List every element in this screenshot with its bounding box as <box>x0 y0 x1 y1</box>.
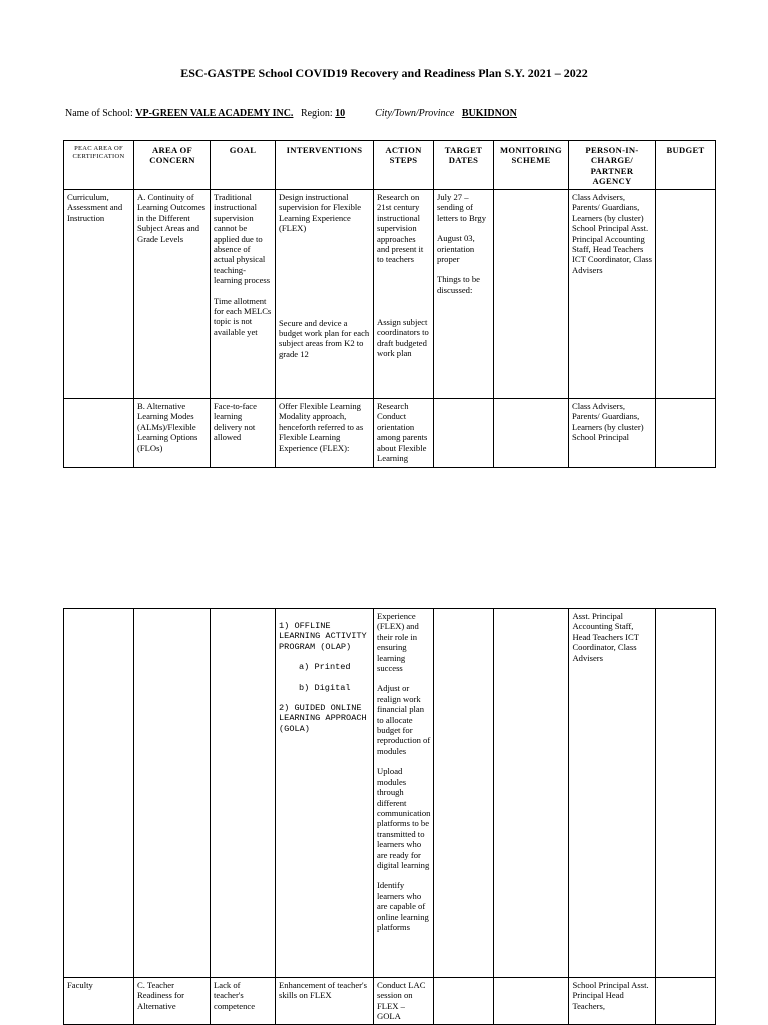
budget-cell <box>656 609 716 978</box>
plan-table-part-1 <box>63 140 716 468</box>
region-label: Region: <box>300 108 333 119</box>
peac-cell: Faculty <box>64 978 134 1025</box>
budget-cell <box>656 190 716 399</box>
target-text: July 27 – sending of letters to Brgy <box>437 192 487 223</box>
header-target-dates: TARGET DATES <box>434 141 494 190</box>
city-value: BUKIDNON <box>461 108 517 119</box>
target-dates-cell <box>434 978 494 1025</box>
budget-cell <box>656 978 716 1025</box>
intervention-text: Design instructional supervision for Flexible Learning Experience (FLEX) <box>279 192 362 234</box>
goal-cell: Lack of teacher's competence <box>211 978 276 1025</box>
target-dates-cell <box>434 190 494 399</box>
monitoring-cell <box>494 399 569 468</box>
table-row <box>64 190 716 399</box>
target-text: Things to be discussed: <box>437 274 480 295</box>
peac-cell <box>64 399 134 468</box>
action-text: Experience (FLEX) and their role in ensuring learning success <box>377 611 419 674</box>
header-person-in-charge: PERSON-IN-CHARGE/ PARTNER AGENCY <box>569 141 656 190</box>
interventions-cell: Offer Flexible Learning Modality approach, henceforth referred to as Flexible Learning Experience (FLEX): <box>276 399 374 468</box>
region-value: 10 <box>335 108 346 119</box>
person-cell: Asst. Principal Accounting Staff, Head Teachers ICT Coordinator, Class Advisers <box>569 609 656 978</box>
school-info <box>65 108 517 119</box>
monitoring-cell <box>494 190 569 399</box>
city-label: City/Town/Province <box>375 108 455 119</box>
interventions-cell <box>276 609 374 978</box>
header-goal: GOAL <box>211 141 276 190</box>
goal-text: Time allotment for each MELCs topic is not available yet <box>214 295 272 337</box>
intervention-text: Secure and device a budget work plan for each subject areas from K2 to grade 12 <box>279 317 370 359</box>
plan-table-part-2 <box>63 608 716 1025</box>
action-text: Identify learners who are capable of online learning platforms <box>377 880 429 932</box>
person-cell: School Principal Asst. Principal Head Teachers, <box>569 978 656 1025</box>
monitoring-cell <box>494 609 569 978</box>
target-dates-cell <box>434 399 494 468</box>
person-cell: Class Advisers, Parents/ Guardians, Learners (by cluster) School Principal Asst. Principal Accounting Staff, Head Teachers ICT Coordinator, Class Advisers <box>569 190 656 399</box>
interventions-cell: Enhancement of teacher's skills on FLEX <box>276 978 374 1025</box>
intervention-text: a) Printed <box>299 662 351 673</box>
goal-cell <box>211 609 276 978</box>
concern-cell: C. Teacher Readiness for Alternative <box>134 978 211 1025</box>
action-steps-cell <box>374 190 434 399</box>
table-row <box>64 399 716 468</box>
goal-text: Traditional instructional supervision cannot be applied due to absence of actual physical teaching-learning process <box>214 192 271 286</box>
document-title: ESC-GASTPE School COVID19 Recovery and Readiness Plan S.Y. 2021 – 2022 <box>180 66 588 80</box>
table-row <box>64 978 716 1025</box>
goal-cell <box>211 190 276 399</box>
action-text: Upload modules through different communication platforms to be transmitted to learners who are ready for digital learning <box>377 766 431 870</box>
concern-cell <box>134 609 211 978</box>
header-monitoring-scheme: MONITORING SCHEME <box>494 141 569 190</box>
header-budget: BUDGET <box>656 141 716 190</box>
intervention-text: 1) OFFLINE LEARNING ACTIVITY PROGRAM (OLAP) <box>279 621 367 652</box>
school-name-value: VP-GREEN VALE ACADEMY INC. <box>135 108 294 119</box>
header-peac: PEAC AREA OF CERTIFICATION <box>64 141 134 190</box>
interventions-cell <box>276 190 374 399</box>
intervention-text: b) Digital <box>299 682 351 693</box>
intervention-text: 2) GUIDED ONLINE LEARNING APPROACH (GOLA) <box>279 703 367 734</box>
person-cell: Class Advisers, Parents/ Guardians, Learners (by cluster) School Principal <box>569 399 656 468</box>
action-text: Research on 21st century instructional supervision approaches and present it to teachers <box>377 192 424 265</box>
monitoring-cell <box>494 978 569 1025</box>
action-text: Assign subject coordinators to draft budgeted work plan <box>377 316 429 359</box>
action-steps-cell: Conduct LAC session on FLEX – GOLA <box>374 978 434 1025</box>
action-steps-cell <box>374 609 434 978</box>
action-steps-cell: Research Conduct orientation among parents about Flexible Learning <box>374 399 434 468</box>
header-area-of-concern: AREA OF CONCERN <box>134 141 211 190</box>
concern-cell: A. Continuity of Learning Outcomes in the Different Subject Areas and Grade Levels <box>134 190 211 399</box>
target-text: August 03, orientation proper <box>437 233 475 265</box>
school-name-label: Name of School: <box>65 108 133 119</box>
action-text: Adjust or realign work financial plan to allocate budget for reproduction of modules <box>377 683 431 756</box>
table-row <box>64 609 716 978</box>
budget-cell <box>656 399 716 468</box>
goal-cell: Face-to-face learning delivery not allowed <box>211 399 276 468</box>
peac-cell: Curriculum, Assessment and Instruction <box>64 190 134 399</box>
target-dates-cell <box>434 609 494 978</box>
header-row <box>64 141 716 190</box>
peac-cell <box>64 609 134 978</box>
header-interventions: INTERVENTIONS <box>276 141 374 190</box>
header-action-steps: ACTION STEPS <box>374 141 434 190</box>
concern-cell: B. Alternative Learning Modes (ALMs)/Flexible Learning Options (FLOs) <box>134 399 211 468</box>
